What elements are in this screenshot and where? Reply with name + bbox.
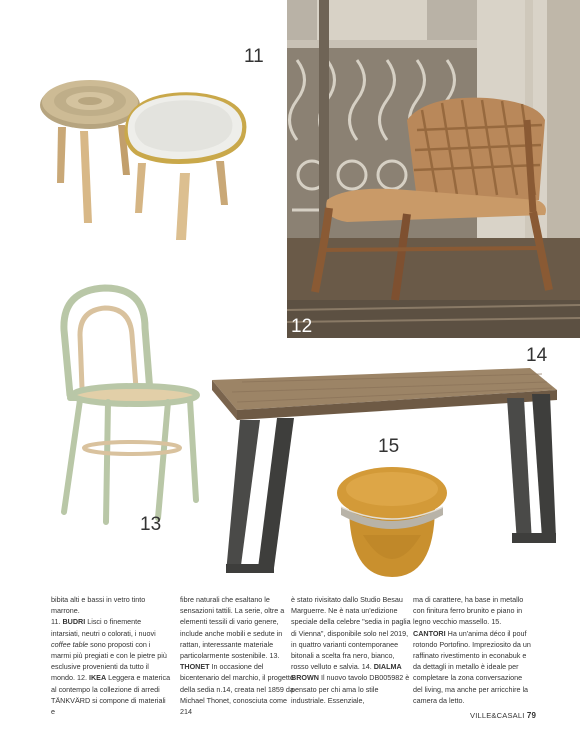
paragraph: 11. BUDRI Lisci o finemente intarsiati, neutri o colorati, i nuovi coffee table sono proposti con i marmi più pregiati e con le pietre più esclusive provenienti da tutto il mondo. 12. IKEA Leggera e materica al contempo la collezione di arredi TÄNKVÄRD si compone di materiali e (51, 617, 171, 717)
paragraph: ma di carattere, ha base in metallo con finitura ferro brunito e piano in legno vecchio massello. 15. CANTORI Ha un'anima déco il pouf rotondo Portofino. Impreziosito da un raffinato rivestimento in econabuk e da dettagli in metallo è ideale per completare la zona conversazione del living, ma anche per arricchire la camera da letto. (413, 595, 531, 705)
paragraph: fibre naturali che esaltano le sensazioni tattili. La serie, oltre a elementi tessili di vario genere, include anche mobili e sedute in rattan, interessante materiale particolarmente sostenibile. 13. THONET In occasione del bicentenario del marchio, il progetto della sedia n.14, creata nel 1859 da Michael Thonet, conosciuta come 214 (180, 595, 294, 717)
text-column-4 (413, 594, 533, 706)
page-footer (470, 711, 536, 720)
photo-number-11: 11 (244, 46, 264, 67)
brand-name: BUDRI (62, 617, 86, 627)
magazine-name: VILLE&CASALI (470, 711, 525, 720)
rattan-chair-photo (287, 0, 580, 338)
photo-number-13: 13 (140, 514, 162, 535)
brand-name: THONET (180, 662, 210, 672)
pouf-photo (335, 465, 450, 580)
paragraph: bibita alti e bassi in vetro tinto marrone. (51, 595, 146, 616)
photo-number-12: 12 (291, 316, 313, 337)
brand-name: DIALMA BROWN (291, 662, 402, 683)
text-column-1 (51, 594, 171, 717)
brand-name: IKEA (88, 673, 107, 683)
text-column-3 (291, 594, 411, 706)
brand-name: CANTORI (413, 628, 446, 638)
thonet-chair-photo (50, 280, 205, 525)
paragraph: è stato rivisitato dallo Studio Besau Marguerre. Ne è nata un'edizione speciale della celebre "sedia in paglia di Vienna", disponibile solo nel 2019, in quattro varianti contemporanee bitonali a scelta fra nero, bianco, rosso velluto e salvia. 14. DIALMA BROWN Il nuovo tavolo DB005982 è pensato per chi ama lo stile industriale. Essenziale, (291, 595, 411, 705)
stools-photo (30, 55, 265, 250)
text-column-2 (180, 594, 300, 717)
photo-number-14: 14 (526, 345, 548, 366)
portofino-pouf (337, 467, 447, 577)
page-number: 79 (526, 711, 537, 720)
photo-number-15: 15 (378, 436, 400, 457)
